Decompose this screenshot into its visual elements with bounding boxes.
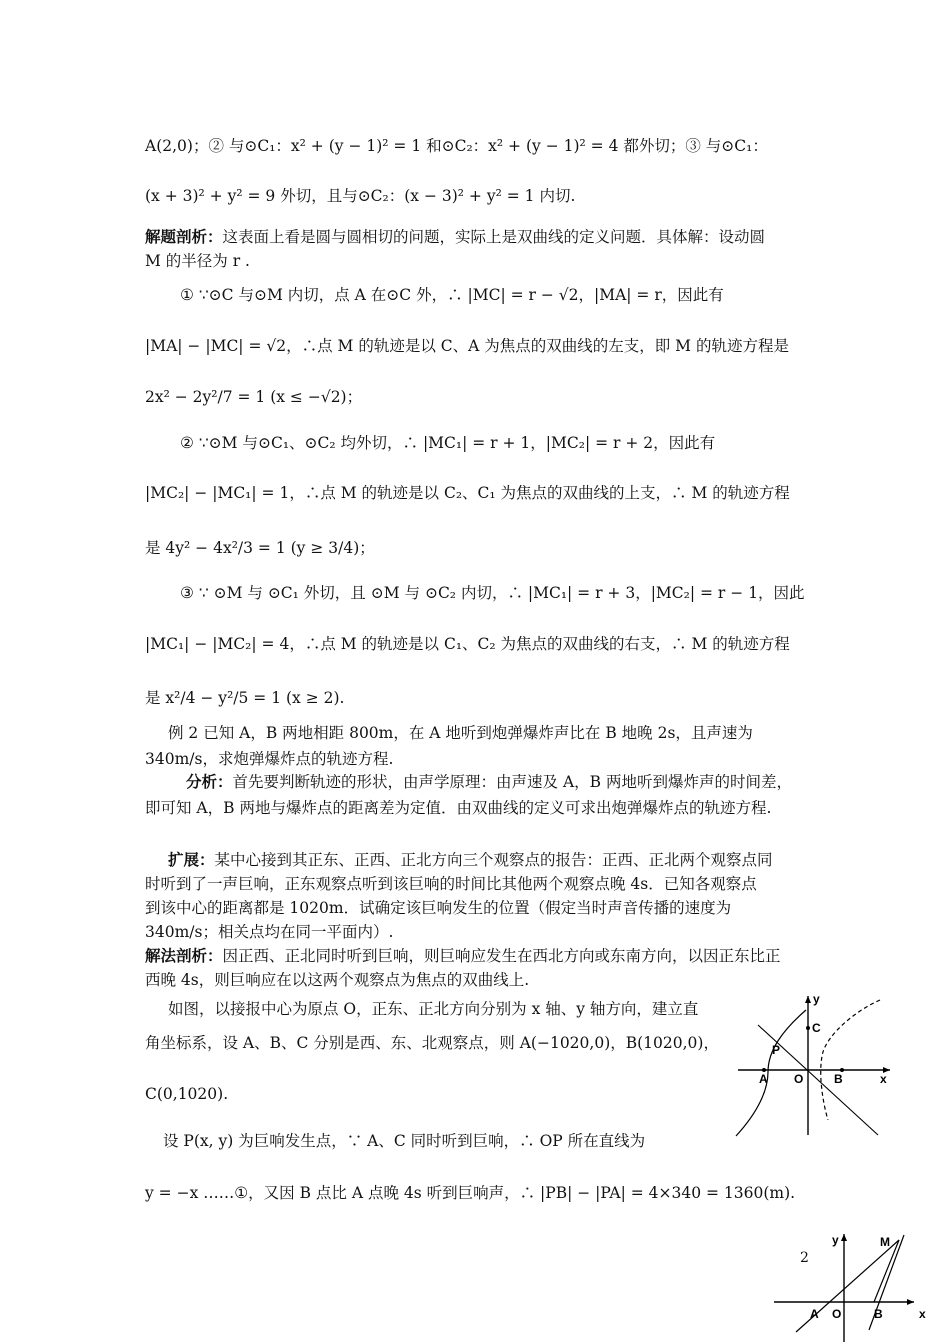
text-line: (x + 3)² + y² = 9 外切，且与⊙C₂：(x − 3)² + y² = 1 内切. (145, 187, 576, 205)
text-line: y = −x ……①，又因 B 点比 A 点晚 4s 听到巨响声，∴ |PB| − |PA| = 4×340 = 1360(m). (145, 1184, 796, 1202)
text-line: |MA| − |MC| = √2，∴点 M 的轨迹是以 C、A 为焦点的双曲线的左支，即 M 的轨迹方程是 (145, 337, 789, 355)
text-line: 340m/s；相关点均在同一平面内）. (145, 923, 394, 941)
text-line: 如图，以接报中心为原点 O，正东、正北方向分别为 x 轴、y 轴方向，建立直 (168, 1000, 699, 1018)
text-line: 是 x²/4 − y²/5 = 1 (x ≥ 2). (145, 689, 345, 707)
fig1-label-p: P (772, 1043, 781, 1057)
text-line: 西晚 4s，则巨响应在以这两个观察点为焦点的双曲线上. (145, 971, 530, 989)
text-line: 340m/s，求炮弹爆炸点的轨迹方程. (145, 750, 394, 768)
text-line: 解法剖析：因正西、正北同时听到巨响，则巨响应发生在西北方向或东南方向，以因正东比正 (145, 946, 781, 965)
fig2-label-a: A (810, 1307, 819, 1321)
fig1-label-o: O (794, 1072, 804, 1086)
text-line: C(0,1020). (145, 1085, 229, 1103)
text-line: A(2,0)；② 与⊙C₁：x² + (y − 1)² = 1 和⊙C₂：x² + (y − 1)² = 4 都外切；③ 与⊙C₁： (145, 137, 768, 155)
text-line: 到该中心的距离都是 1020m．试确定该巨响发生的位置（假定当时声音传播的速度为 (145, 899, 732, 917)
fig1-label-b: B (834, 1072, 843, 1086)
text-line: 例 2 已知 A，B 两地相距 800m，在 A 地听到炮弹爆炸声比在 B 地晚 2s，且声速为 (168, 724, 753, 742)
text-line: 分析：首先要判断轨迹的形状，由声学原理：由声速及 A，B 两地听到爆炸声的时间差， (186, 772, 792, 791)
fig2-label-x: x (919, 1307, 926, 1321)
text-line: ③ ∵ ⊙M 与 ⊙C₁ 外切，且 ⊙M 与 ⊙C₂ 内切，∴ |MC₁| = r + 3，|MC₂| = r − 1，因此 (180, 584, 805, 602)
text-line: 设 P(x, y) 为巨响发生点，∵ A、C 同时听到巨响，∴ OP 所在直线为 (163, 1132, 646, 1150)
hyperbola-figure (728, 990, 900, 1140)
fig2-label-m: M (880, 1235, 890, 1249)
text-line: 扩展：某中心接到其正东、正西、正北方向三个观察点的报告：正西、正北两个观察点同 (168, 850, 773, 869)
fig2-label-y: y (832, 1233, 839, 1247)
text-line: 角坐标系，设 A、B、C 分别是西、东、北观察点，则 A(−1020,0)，B(1020,0)， (145, 1034, 719, 1052)
section-label: 扩展： (168, 850, 215, 869)
section-label: 分析： (186, 772, 233, 791)
text-line: M 的半径为 r . (145, 252, 250, 270)
text-line: 是 4y² − 4x²/3 = 1 (y ≥ 3/4)； (145, 539, 375, 557)
fig1-label-c: C (812, 1021, 821, 1035)
text-line: 即可知 A，B 两地与爆炸点的距离差为定值．由双曲线的定义可求出炮弹爆炸点的轨迹方程. (145, 799, 772, 817)
text-line: ② ∵⊙M 与⊙C₁、⊙C₂ 均外切，∴ |MC₁| = r + 1，|MC₂| = r + 2，因此有 (180, 434, 716, 452)
text-line: 时听到了一声巨响，正东观察点听到该巨响的时间比其他两个观察点晚 4s．已知各观察点 (145, 875, 757, 893)
fig2-label-b: B (874, 1307, 883, 1321)
triangle-figure (774, 1230, 942, 1342)
text-line: 2x² − 2y²/7 = 1 (x ≤ −√2)； (145, 388, 363, 406)
section-label: 解法剖析： (145, 946, 223, 965)
text-line: 解题剖析：这表面上看是圆与圆相切的问题，实际上是双曲线的定义问题．具体解：设动圆 (145, 227, 766, 246)
text-line: |MC₁| − |MC₂| = 4，∴点 M 的轨迹是以 C₁、C₂ 为焦点的双曲线的右支，∴ M 的轨迹方程 (145, 635, 790, 653)
page-number: 2 (800, 1250, 809, 1266)
fig1-label-y: y (813, 992, 820, 1006)
fig1-label-x: x (880, 1072, 887, 1086)
text-line: ① ∵⊙C 与⊙M 内切，点 A 在⊙C 外，∴ |MC| = r − √2，|MA| = r，因此有 (180, 286, 724, 304)
fig2-label-o: O (832, 1307, 842, 1321)
section-label: 解题剖析： (145, 227, 223, 246)
fig1-label-a: A (759, 1072, 768, 1086)
text-line: |MC₂| − |MC₁| = 1，∴点 M 的轨迹是以 C₂、C₁ 为焦点的双曲线的上支，∴ M 的轨迹方程 (145, 484, 790, 502)
